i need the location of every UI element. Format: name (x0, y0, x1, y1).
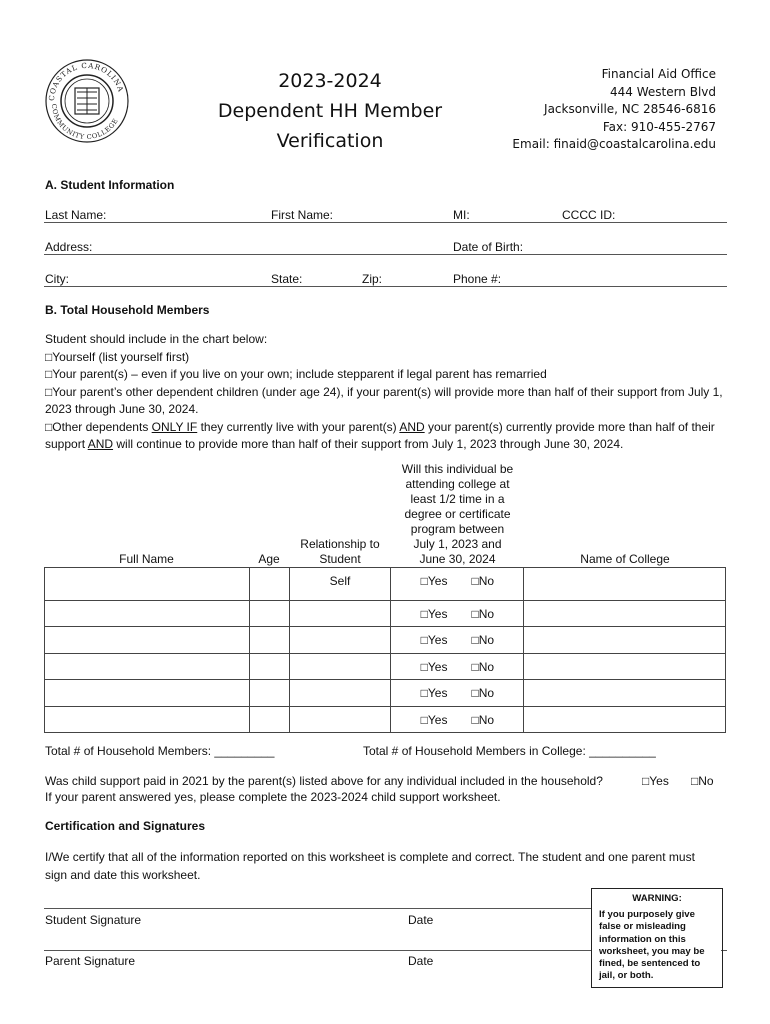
document-title (200, 66, 460, 156)
phone-label: Phone #: (453, 272, 502, 286)
age-cell[interactable] (249, 706, 289, 733)
section-b-heading: B. Total Household Members (45, 303, 210, 317)
col-relationship (289, 537, 391, 567)
opt4-part-c: they currently live with your parent(s) (197, 419, 400, 434)
office-email: Email: finaid@coastalcarolina.edu (512, 137, 716, 151)
title-line-1: 2023-2024 (278, 70, 382, 92)
certification-text: I/We certify that all of the information reported on this worksheet is complete and correct. The student and one parent must sign and date this worksheet. (45, 850, 695, 882)
section-a-heading: A. Student Information (45, 178, 175, 192)
row3-input-line[interactable] (44, 286, 727, 287)
office-name: Financial Aid Office (601, 67, 716, 81)
attending-cell (391, 653, 524, 680)
name-cell[interactable] (45, 568, 250, 601)
col-relationship-line1: Relationship to (300, 537, 380, 551)
relationship-cell[interactable] (289, 627, 391, 654)
title-line-3: Verification (276, 130, 384, 152)
section-b-instructions (45, 331, 735, 454)
college-cell[interactable] (524, 600, 726, 627)
dob-label: Date of Birth: (453, 240, 524, 254)
instruction-yourself: □Yourself (list yourself first) (45, 349, 190, 364)
no-checkbox[interactable]: □No (471, 712, 495, 727)
table-row (45, 653, 726, 680)
col-attending-l3: least 1/2 time in a (410, 492, 505, 506)
col-attending-l4: degree or certificate (404, 507, 511, 521)
no-checkbox[interactable]: □No (471, 659, 495, 674)
child-support-no[interactable]: □No (691, 774, 714, 788)
no-checkbox[interactable]: □No (471, 633, 495, 647)
warning-box (591, 888, 723, 988)
city-label: City: (45, 272, 69, 286)
attending-cell (391, 706, 524, 733)
attending-cell (391, 680, 524, 707)
name-cell[interactable] (45, 627, 250, 654)
age-cell[interactable] (249, 600, 289, 627)
child-support-yes[interactable]: □Yes (642, 774, 669, 788)
parent-signature-label: Parent Signature (45, 954, 136, 968)
name-cell[interactable] (45, 600, 250, 627)
certification-heading: Certification and Signatures (45, 819, 206, 833)
college-seal-logo (44, 58, 130, 144)
opt4-part-e: your parent(s) currently provide more than half of their support (45, 419, 715, 451)
child-support-note: If your parent answered yes, please complete the 2023-2024 child support worksheet. (45, 790, 501, 804)
college-cell[interactable] (524, 653, 726, 680)
row1-input-line[interactable] (44, 222, 727, 223)
no-checkbox[interactable]: □No (471, 606, 495, 621)
no-checkbox[interactable]: □No (471, 686, 495, 700)
student-signature-line[interactable] (44, 908, 591, 909)
zip-label: Zip: (362, 272, 383, 286)
table-row (45, 627, 726, 654)
parent-date-label: Date (408, 954, 434, 968)
col-attending-l1: Will this individual be (401, 462, 514, 476)
col-college: Name of College (580, 552, 670, 566)
col-attending-l5: program between (410, 522, 505, 536)
household-members-table (44, 567, 726, 733)
opt4-part-a: □Other dependents (45, 419, 152, 434)
attending-cell (391, 627, 524, 654)
office-street: 444 Western Blvd (609, 84, 716, 99)
total-members-field[interactable]: Total # of Household Members: _________ (45, 744, 275, 758)
yes-checkbox[interactable]: □Yes (420, 574, 448, 588)
relationship-cell[interactable] (289, 600, 391, 627)
relationship-cell[interactable] (289, 680, 391, 707)
self-text: Self (329, 574, 351, 588)
instructions-intro: Student should include in the chart below: (45, 332, 268, 346)
name-cell[interactable] (45, 680, 250, 707)
col-age: Age (258, 552, 280, 566)
yes-checkbox[interactable]: □Yes (420, 659, 448, 674)
parent-signature-line[interactable] (44, 950, 591, 951)
col-full-name: Full Name (119, 552, 174, 566)
college-cell[interactable] (524, 706, 726, 733)
yes-checkbox[interactable]: □Yes (420, 712, 448, 727)
opt4-only-if: ONLY IF (151, 419, 198, 434)
relationship-cell[interactable] (289, 568, 391, 601)
col-attending-l6: July 1, 2023 and (413, 537, 502, 551)
college-cell[interactable] (524, 680, 726, 707)
age-cell[interactable] (249, 653, 289, 680)
relationship-cell[interactable] (289, 706, 391, 733)
instruction-siblings: □Your parent’s other dependent children (under age 24), if your parent(s) will provide more than half of their support from July 1, 2023 through June 30, 2024. (45, 384, 723, 416)
age-cell[interactable] (249, 627, 289, 654)
name-cell[interactable] (45, 653, 250, 680)
table-row (45, 680, 726, 707)
col-relationship-line2: Student (319, 552, 361, 566)
relationship-cell[interactable] (289, 653, 391, 680)
office-fax: Fax: 910-455-2767 (602, 119, 716, 134)
col-attending-l7: June 30, 2024 (419, 552, 496, 566)
col-attending-l2: attending college at (405, 477, 510, 491)
yes-checkbox[interactable]: □Yes (420, 606, 448, 621)
instruction-other-dependents (45, 419, 735, 454)
opt4-part-g: will continue to provide more than half of their support from July 1, 2023 through June 30, 2024. (113, 437, 624, 451)
college-cell[interactable] (524, 568, 726, 601)
attending-cell (391, 568, 524, 601)
opt4-and-2: AND (87, 437, 114, 451)
warning-title: WARNING: (632, 893, 682, 904)
student-date-label: Date (408, 913, 434, 927)
col-attending (391, 462, 524, 567)
state-label: State: (271, 272, 303, 286)
title-line-2: Dependent HH Member (217, 100, 443, 122)
no-checkbox[interactable]: □No (471, 574, 495, 588)
table-row (45, 568, 726, 601)
last-name-label: Last Name: (45, 208, 107, 222)
office-city: Jacksonville, NC 28546-6816 (544, 102, 716, 116)
mi-label: MI: (453, 208, 470, 222)
warning-body: If you purposely give false or misleading information on this worksheet, you may be fined, be sentenced to jail, or both. (599, 909, 705, 982)
office-contact-block (512, 66, 716, 154)
first-name-label: First Name: (271, 208, 334, 222)
student-signature-label: Student Signature (45, 913, 142, 927)
table-row (45, 600, 726, 627)
logo-text-bottom: COMMUNITY COLLEGE (49, 103, 120, 142)
total-college-field[interactable]: Total # of Household Members in College: __________ (363, 744, 656, 758)
instruction-parents: □Your parent(s) – even if you live on your own; include stepparent if legal parent has remarried (45, 367, 547, 381)
name-cell[interactable] (45, 706, 250, 733)
cccc-id-label: CCCC ID: (562, 208, 616, 222)
row2-input-line[interactable] (44, 254, 727, 255)
attending-cell (391, 600, 524, 627)
college-cell[interactable] (524, 627, 726, 654)
yes-checkbox[interactable]: □Yes (420, 633, 448, 647)
child-support-question: Was child support paid in 2021 by the parent(s) listed above for any individual included in the household? (45, 774, 603, 788)
age-cell[interactable] (249, 568, 289, 601)
age-cell[interactable] (249, 680, 289, 707)
logo-text-top: COASTAL CAROLINA (46, 60, 126, 102)
opt4-and-1: AND (399, 419, 425, 434)
address-label: Address: (45, 240, 93, 254)
yes-checkbox[interactable]: □Yes (420, 686, 448, 700)
table-row (45, 706, 726, 733)
